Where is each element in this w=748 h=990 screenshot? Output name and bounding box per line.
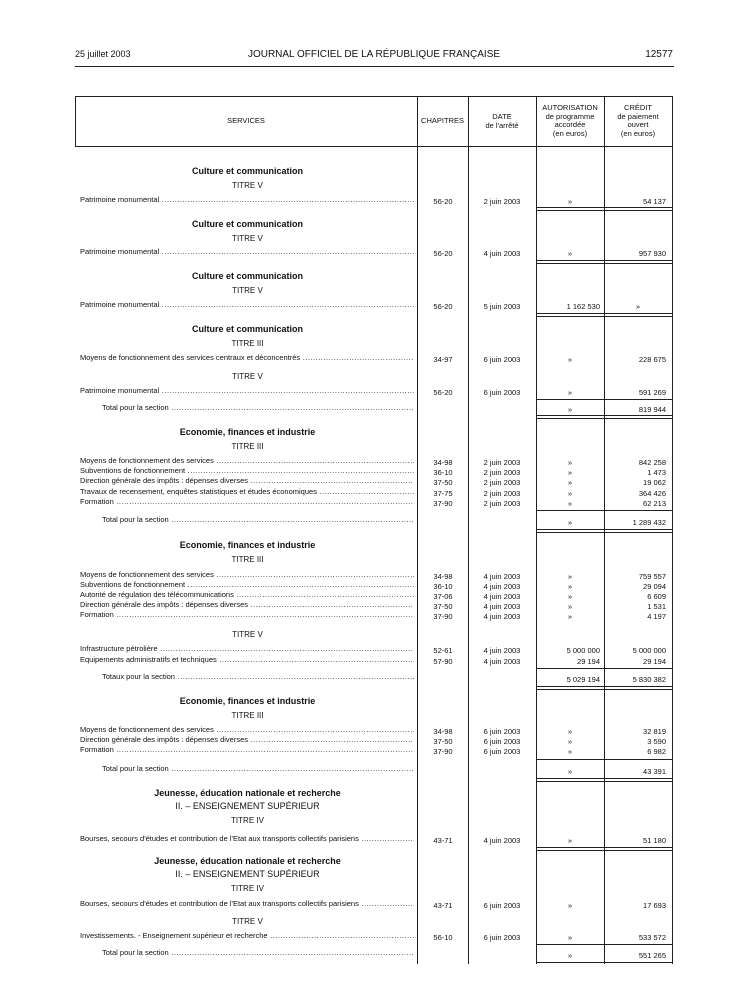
row-date: 6 juin 2003 — [483, 388, 521, 397]
col-header-date — [468, 113, 536, 130]
row-chapitre: 37-90 — [433, 747, 453, 756]
row-label: Moyens de fonctionnement des services ..... — [80, 725, 414, 735]
titre-heading: TITRE IV — [231, 816, 264, 825]
section-title: Economie, finances et industrie — [179, 540, 316, 550]
row-chapitre: 37-50 — [433, 478, 453, 487]
row-chapitre: 36-10 — [433, 582, 453, 591]
row-credit: 17 693 — [643, 901, 666, 910]
double-rule — [536, 686, 672, 687]
row-label: Moyens de fonctionnement des services ..... — [80, 570, 414, 580]
row-date: 6 juin 2003 — [483, 737, 521, 746]
col-header-ap-l2: de programme — [545, 111, 595, 121]
row-label: Patrimoine monumental ..... — [80, 195, 414, 205]
row-credit: 1 531 — [647, 602, 666, 611]
row-chapitre: 37-06 — [433, 592, 453, 601]
section-title: Culture et communication — [191, 324, 303, 334]
col-header-ap-l3: accordée — [554, 120, 586, 129]
section-title: Culture et communication — [191, 271, 303, 281]
section-title: Culture et communication — [191, 166, 303, 176]
row-date: 2 juin 2003 — [483, 197, 521, 206]
row-label: Patrimoine monumental ..... — [80, 300, 414, 310]
row-autorisation: » — [567, 933, 573, 942]
row-chapitre: 43-71 — [433, 836, 453, 845]
row-credit: 32 819 — [643, 727, 666, 736]
header-rule — [75, 66, 674, 67]
row-credit: 228 675 — [638, 355, 666, 364]
row-credit: 19 062 — [643, 478, 666, 487]
row-date: 4 juin 2003 — [483, 836, 521, 845]
titre-heading: TITRE V — [232, 917, 263, 926]
col-divider — [417, 96, 418, 964]
row-autorisation: 5 000 000 — [566, 646, 600, 655]
page-number: 12577 — [645, 49, 673, 60]
total-autorisation: » — [567, 767, 573, 776]
double-rule — [536, 316, 672, 317]
row-chapitre: 56-20 — [433, 249, 453, 258]
total-label: Total pour la section ..... — [102, 515, 414, 525]
col-header-cp-l1: CRÉDIT — [624, 103, 652, 112]
row-autorisation: » — [567, 727, 573, 736]
row-label: Subventions de fonctionnement ..... — [80, 580, 414, 590]
row-autorisation: » — [567, 901, 573, 910]
row-credit: 6 982 — [647, 747, 666, 756]
total-autorisation: » — [567, 405, 573, 414]
row-autorisation: » — [567, 612, 573, 621]
total-credit: 551 265 — [638, 951, 666, 960]
row-credit: 533 572 — [638, 933, 666, 942]
titre-heading: TITRE III — [231, 442, 264, 451]
row-chapitre: 52-61 — [433, 646, 453, 655]
row-credit: 1 473 — [647, 468, 666, 477]
col-divider — [604, 96, 605, 964]
double-rule — [536, 778, 672, 779]
row-label: Bourses, secours d'études et contribution de l'Etat aux transports collectifs parisiens ..... — [80, 899, 414, 909]
section-subtitle: II. – ENSEIGNEMENT SUPÉRIEUR — [175, 801, 320, 811]
row-date: 2 juin 2003 — [483, 478, 521, 487]
col-header-cp-l4: (en euros) — [620, 128, 656, 138]
row-credit: 51 180 — [643, 836, 666, 845]
double-rule — [536, 207, 672, 208]
row-autorisation: » — [567, 388, 573, 397]
double-rule — [536, 847, 672, 848]
col-header-date-l1: DATE — [492, 112, 512, 121]
row-label: Formation ..... — [80, 745, 414, 755]
table-top-rule — [75, 96, 673, 97]
row-chapitre: 43-71 — [433, 901, 453, 910]
row-date: 4 juin 2003 — [483, 602, 521, 611]
row-credit: 364 426 — [638, 489, 666, 498]
col-header-cp-l2: de paiement — [617, 111, 659, 121]
row-date: 6 juin 2003 — [483, 727, 521, 736]
total-rule — [536, 399, 672, 400]
row-credit: » — [635, 302, 641, 311]
section-title: Jeunesse, éducation nationale et recherche — [154, 856, 341, 866]
row-chapitre: 36-10 — [433, 468, 453, 477]
row-autorisation: » — [567, 836, 573, 845]
header-date: 25 juillet 2003 — [75, 49, 131, 59]
row-credit: 54 137 — [643, 197, 666, 206]
row-autorisation: 1 162 530 — [566, 302, 600, 311]
double-rule — [536, 263, 672, 264]
row-chapitre: 37-90 — [433, 499, 453, 508]
total-rule — [536, 668, 672, 669]
row-label: Equipements administratifs et techniques ..... — [80, 655, 414, 665]
row-autorisation: » — [567, 197, 573, 206]
titre-heading: TITRE V — [232, 372, 263, 381]
row-chapitre: 56-20 — [433, 302, 453, 311]
row-autorisation: » — [567, 249, 573, 258]
row-chapitre: 37-90 — [433, 612, 453, 621]
row-label: Moyens de fonctionnement des services ..... — [80, 456, 414, 466]
row-autorisation: » — [567, 355, 573, 364]
row-chapitre: 56-20 — [433, 388, 453, 397]
titre-heading: TITRE III — [231, 711, 264, 720]
double-rule — [536, 850, 672, 851]
row-date: 4 juin 2003 — [483, 612, 521, 621]
col-divider — [536, 96, 537, 964]
section-title: Jeunesse, éducation nationale et recherche — [154, 788, 341, 798]
row-chapitre: 34-97 — [433, 355, 453, 364]
double-rule — [536, 418, 672, 419]
col-header-credit — [604, 104, 672, 138]
titre-heading: TITRE III — [231, 339, 264, 348]
row-credit: 29 094 — [643, 582, 666, 591]
row-chapitre: 34-98 — [433, 572, 453, 581]
total-autorisation: » — [567, 518, 573, 527]
row-chapitre: 37-50 — [433, 737, 453, 746]
row-credit: 842 258 — [638, 458, 666, 467]
row-label: Patrimoine monumental ..... — [80, 386, 414, 396]
total-label: Total pour la section ..... — [102, 948, 414, 958]
col-header-services: SERVICES — [227, 116, 265, 125]
row-date: 6 juin 2003 — [483, 747, 521, 756]
titre-heading: TITRE V — [232, 630, 263, 639]
row-autorisation: 29 194 — [577, 657, 600, 666]
header-title: JOURNAL OFFICIEL DE LA RÉPUBLIQUE FRANÇAISE — [247, 49, 501, 60]
double-rule — [536, 260, 672, 261]
row-date: 4 juin 2003 — [483, 572, 521, 581]
row-credit: 4 197 — [647, 612, 666, 621]
row-label: Formation ..... — [80, 497, 414, 507]
double-rule — [536, 415, 672, 416]
double-rule — [536, 781, 672, 782]
titre-heading: TITRE V — [232, 234, 263, 243]
total-autorisation: » — [567, 951, 573, 960]
row-autorisation: » — [567, 592, 573, 601]
row-credit: 759 557 — [638, 572, 666, 581]
total-label: Total pour la section ..... — [102, 764, 414, 774]
row-chapitre: 56-20 — [433, 197, 453, 206]
row-label: Bourses, secours d'études et contribution de l'Etat aux transports collectifs parisiens ..... — [80, 834, 414, 844]
row-date: 5 juin 2003 — [483, 302, 521, 311]
row-chapitre: 34-98 — [433, 458, 453, 467]
row-date: 2 juin 2003 — [483, 458, 521, 467]
double-rule — [536, 210, 672, 211]
row-label: Direction générale des impôts : dépenses diverses ..... — [80, 600, 414, 610]
row-chapitre: 37-50 — [433, 602, 453, 611]
titre-heading: TITRE IV — [231, 884, 264, 893]
row-autorisation: » — [567, 747, 573, 756]
col-header-date-l2: de l'arrêté — [485, 120, 519, 130]
row-autorisation: » — [567, 489, 573, 498]
row-date: 2 juin 2003 — [483, 468, 521, 477]
row-credit: 3 590 — [647, 737, 666, 746]
total-credit: 5 830 382 — [632, 675, 666, 684]
section-title: Economie, finances et industrie — [179, 696, 316, 706]
total-rule — [536, 944, 672, 945]
col-header-chapitres: CHAPITRES — [421, 116, 464, 125]
row-date: 6 juin 2003 — [483, 901, 521, 910]
row-label: Travaux de recensement, enquêtes statistiques et études économiques ..... — [80, 487, 414, 497]
section-subtitle: II. – ENSEIGNEMENT SUPÉRIEUR — [175, 869, 320, 879]
total-label: Total pour la section ..... — [102, 403, 414, 413]
row-autorisation: » — [567, 582, 573, 591]
total-credit: 819 944 — [638, 405, 666, 414]
row-credit: 5 000 000 — [632, 646, 666, 655]
col-divider — [672, 96, 673, 964]
row-date: 4 juin 2003 — [483, 592, 521, 601]
row-label: Subventions de fonctionnement ..... — [80, 466, 414, 476]
col-header-ap-l4: (en euros) — [552, 128, 588, 138]
row-label: Formation ..... — [80, 610, 414, 620]
row-credit: 6 609 — [647, 592, 666, 601]
row-credit: 591 269 — [638, 388, 666, 397]
row-autorisation: » — [567, 499, 573, 508]
col-header-ap-l1: AUTORISATION — [542, 103, 598, 112]
col-header-autorisation — [536, 104, 604, 138]
row-date: 6 juin 2003 — [483, 355, 521, 364]
row-label: Investissements. - Enseignement supérieur et recherche ..... — [80, 931, 414, 941]
row-chapitre: 34-98 — [433, 727, 453, 736]
row-autorisation: » — [567, 737, 573, 746]
row-chapitre: 37-75 — [433, 489, 453, 498]
row-date: 4 juin 2003 — [483, 646, 521, 655]
total-credit: 43 391 — [643, 767, 666, 776]
double-rule — [536, 313, 672, 314]
double-rule — [536, 529, 672, 530]
row-date: 4 juin 2003 — [483, 249, 521, 258]
table-header-rule — [75, 146, 673, 147]
total-rule — [536, 759, 672, 760]
row-date: 2 juin 2003 — [483, 499, 521, 508]
row-date: 2 juin 2003 — [483, 489, 521, 498]
row-credit: 29 194 — [643, 657, 666, 666]
row-autorisation: » — [567, 602, 573, 611]
total-autorisation: 5 029 194 — [566, 675, 600, 684]
double-rule — [536, 689, 672, 690]
double-rule — [536, 532, 672, 533]
row-autorisation: » — [567, 478, 573, 487]
row-label: Direction générale des impôts : dépenses diverses ..... — [80, 735, 414, 745]
section-title: Culture et communication — [191, 219, 303, 229]
row-label: Infrastructure pétrolière ..... — [80, 644, 414, 654]
row-credit: 62 213 — [643, 499, 666, 508]
titre-heading: TITRE V — [232, 181, 263, 190]
row-chapitre: 57-90 — [433, 657, 453, 666]
table-bottom-rule — [536, 962, 672, 963]
row-label: Moyens de fonctionnement des services centraux et déconcentrés ..... — [80, 353, 414, 363]
col-header-cp-l3: ouvert — [627, 120, 649, 129]
row-autorisation: » — [567, 458, 573, 467]
row-date: 6 juin 2003 — [483, 933, 521, 942]
section-title: Economie, finances et industrie — [179, 427, 316, 437]
titre-heading: TITRE V — [232, 286, 263, 295]
col-divider — [468, 96, 469, 964]
row-autorisation: » — [567, 468, 573, 477]
titre-heading: TITRE III — [231, 555, 264, 564]
row-autorisation: » — [567, 572, 573, 581]
total-rule — [536, 510, 672, 511]
row-label: Autorité de régulation des télécommunications ..... — [80, 590, 414, 600]
row-label: Patrimoine monumental ..... — [80, 247, 414, 257]
total-credit: 1 289 432 — [632, 518, 666, 527]
row-label: Direction générale des impôts : dépenses diverses ..... — [80, 476, 414, 486]
row-credit: 957 930 — [638, 249, 666, 258]
row-chapitre: 56-10 — [433, 933, 453, 942]
total-label: Totaux pour la section ..... — [102, 672, 414, 682]
row-date: 4 juin 2003 — [483, 582, 521, 591]
row-date: 4 juin 2003 — [483, 657, 521, 666]
